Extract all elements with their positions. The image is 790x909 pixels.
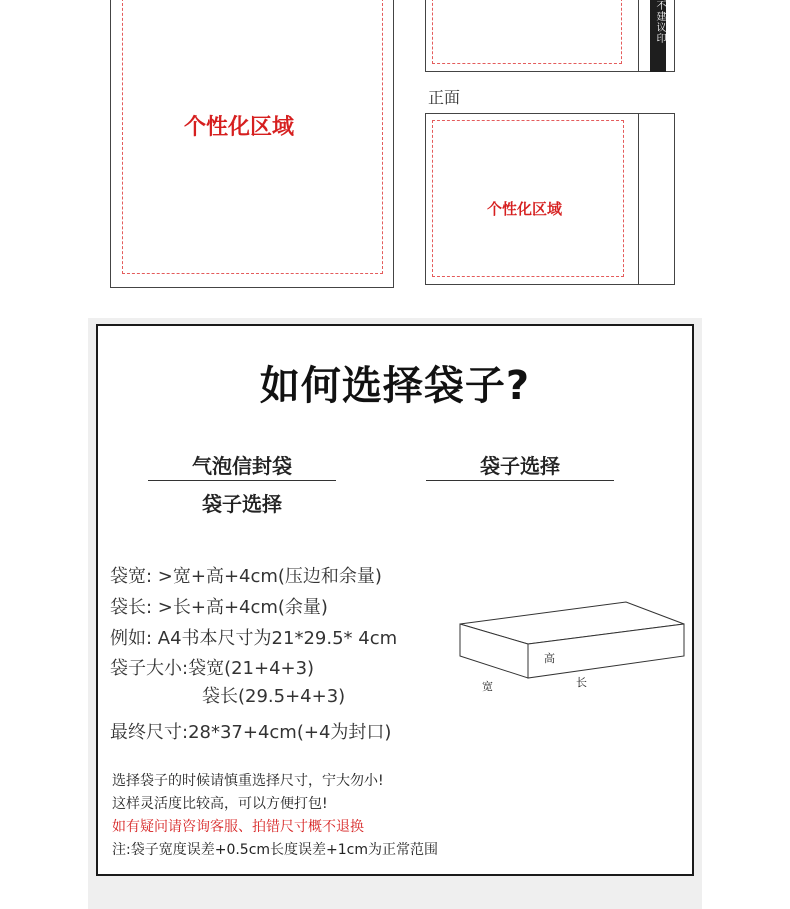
bag-length-rule: 袋长: >长+高+4cm(余量) — [110, 597, 328, 618]
note-choose-carefully: 选择袋子的时候请慎重选择尺寸，宁大勿小! — [112, 773, 384, 789]
left-bag-select-label: 袋子选择 — [202, 492, 282, 516]
bag-width-rule: 袋宽: >宽+高+4cm(压边和余量) — [110, 566, 382, 587]
upper-flap-line — [638, 0, 639, 72]
box-height-label: 高 — [544, 652, 555, 665]
no-print-strip-text: 不建议印 — [654, 0, 665, 44]
note-contact-service: 如有疑问请咨询客服、拍错尺寸概不退换 — [112, 819, 364, 835]
note-flexibility: 这样灵活度比较高，可以方便打包! — [112, 796, 328, 812]
front-personalized-area-label: 个性化区域 — [487, 200, 563, 218]
front-flap-line — [638, 113, 639, 285]
panel-title: 如何选择袋子? — [259, 363, 531, 409]
bag-size-width: 袋子大小:袋宽(21+4+3) — [110, 658, 315, 679]
final-size-line: 最终尺寸:28*37+4cm(+4为封口) — [110, 722, 392, 743]
bag-size-length: 袋长(29.5+4+3) — [202, 686, 346, 707]
example-line: 例如: A4书本尺寸为21*29.5* 4cm — [110, 628, 398, 649]
box-width-label: 宽 — [482, 680, 493, 693]
note-tolerance: 注:袋子宽度误差+0.5cm长度误差+1cm为正常范围 — [112, 842, 439, 858]
how-to-choose-panel — [96, 324, 694, 876]
front-side-title: 正面 — [428, 88, 461, 107]
bubble-envelope-header: 气泡信封袋 — [192, 454, 292, 478]
left-header-divider — [148, 480, 336, 481]
back-personalized-area-label: 个性化区域 — [184, 115, 295, 140]
box-length-label: 长 — [576, 676, 587, 689]
upper-print-area — [432, 0, 622, 64]
right-header-divider — [426, 480, 614, 481]
right-bag-select-header: 袋子选择 — [480, 454, 560, 478]
